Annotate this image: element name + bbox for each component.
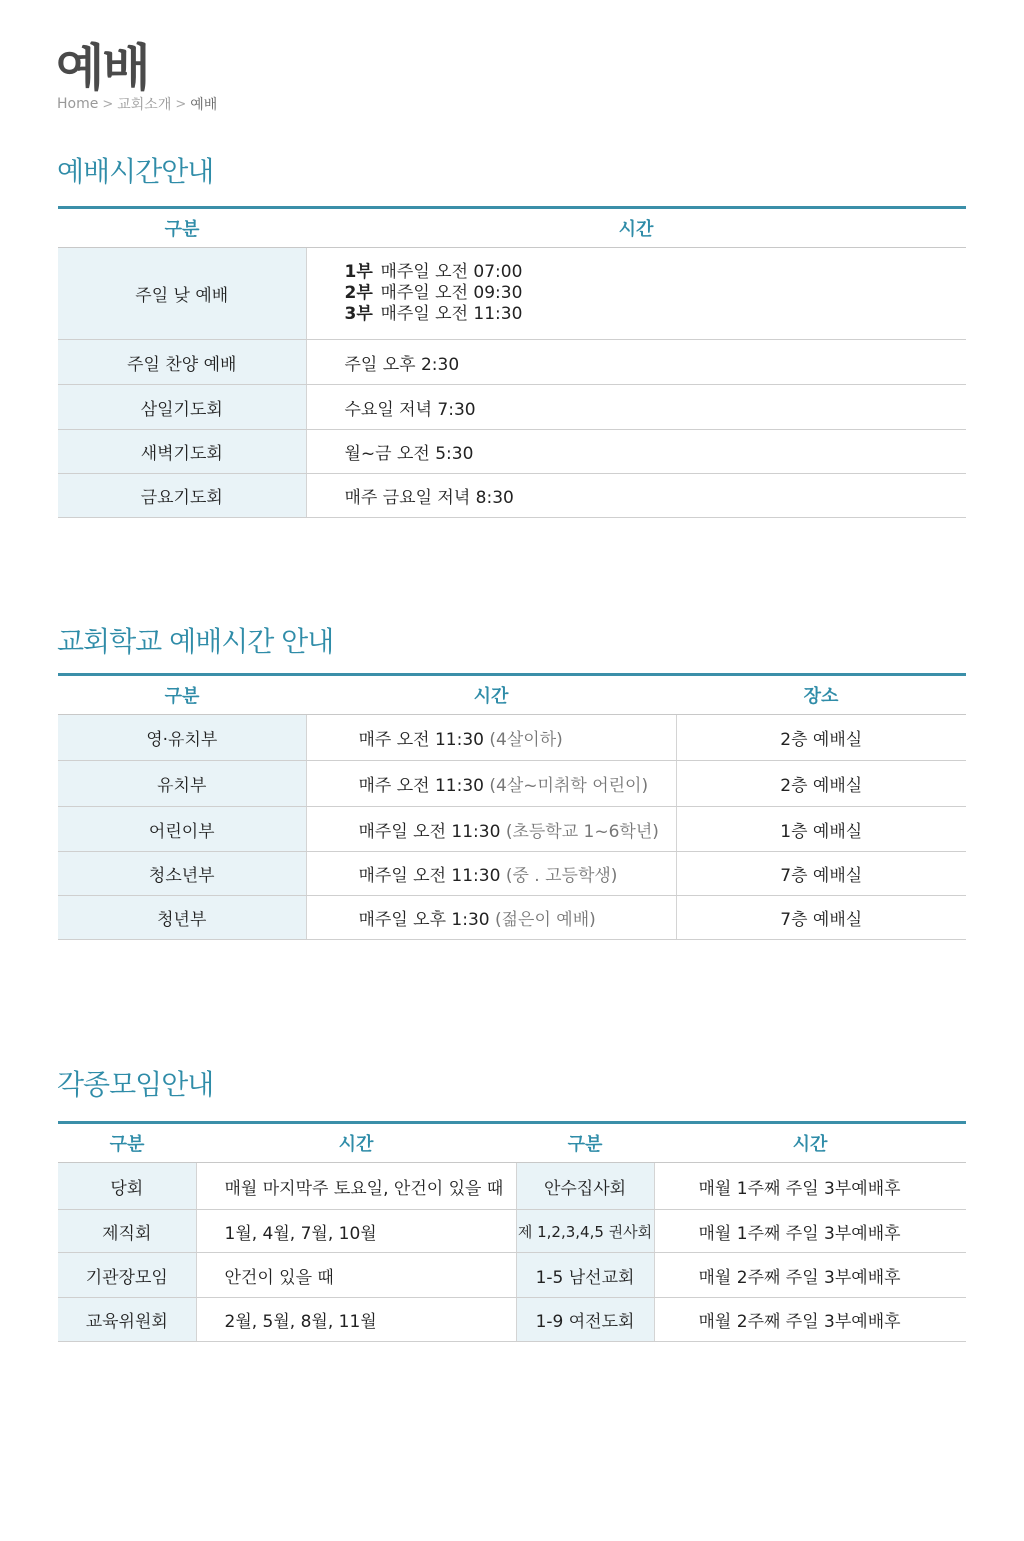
page-title: 예배 [56, 39, 149, 97]
row-time: 매월 1주째 주일 3부예배후 [654, 1163, 966, 1210]
row-place: 7층 예배실 [676, 852, 966, 896]
row-category: 어린이부 [58, 807, 306, 852]
row-time [306, 807, 676, 852]
row-time [306, 715, 676, 761]
time-text: 매주일 오전 11:30 [358, 866, 501, 886]
table-row [58, 248, 966, 340]
table-header-row [58, 1123, 966, 1163]
breadcrumb-church-intro[interactable]: 교회소개 [117, 97, 172, 113]
breadcrumb [57, 94, 217, 114]
row-category: 제 1,2,3,4,5 권사회 [516, 1210, 654, 1253]
row-category: 새벽기도회 [58, 430, 306, 474]
row-category: 당회 [58, 1163, 196, 1210]
row-place: 1층 예배실 [676, 807, 966, 852]
service-line [345, 304, 967, 325]
time-note: (초등학교 1~6학년) [505, 821, 659, 842]
table-row [58, 761, 966, 807]
row-category: 1-5 남선교회 [516, 1253, 654, 1298]
table-row [58, 385, 966, 430]
table-row [58, 1210, 966, 1253]
service-part: 2부 [344, 283, 373, 303]
row-time [306, 852, 676, 896]
service-time: 매주일 오전 11:30 [380, 304, 523, 324]
table-row [58, 896, 966, 940]
column-header: 구분 [58, 1123, 196, 1163]
meetings-section-title: 각종모임안내 [57, 1068, 214, 1101]
row-time: 매월 마지막주 토요일, 안건이 있을 때 [196, 1163, 516, 1210]
service-part: 3부 [344, 304, 373, 324]
row-time: 월~금 오전 5:30 [306, 430, 966, 474]
table-row [58, 1163, 966, 1210]
school-time-table [58, 673, 966, 940]
column-header: 장소 [676, 675, 966, 715]
row-category: 금요기도회 [58, 474, 306, 518]
worship-section-title: 예배시간안내 [57, 155, 214, 188]
row-time: 주일 오후 2:30 [306, 340, 966, 385]
worship-time-table [58, 206, 966, 518]
table-header-row [58, 208, 966, 248]
time-note: (4살이하) [489, 730, 563, 750]
row-category: 청소년부 [58, 852, 306, 896]
time-text: 매주일 오후 1:30 [358, 910, 490, 930]
row-time: 매월 1주째 주일 3부예배후 [654, 1210, 966, 1253]
table-row [58, 340, 966, 385]
row-place: 2층 예배실 [676, 715, 966, 761]
breadcrumb-current: 예배 [190, 97, 218, 113]
row-category: 1-9 여전도회 [516, 1298, 654, 1342]
column-header: 시간 [306, 675, 676, 715]
time-note: (중 . 고등학생) [505, 866, 618, 886]
school-section-title: 교회학교 예배시간 안내 [57, 625, 334, 658]
row-time: 1월, 4월, 7월, 10월 [196, 1210, 516, 1253]
column-header: 구분 [516, 1123, 654, 1163]
time-text: 매주일 오전 11:30 [358, 821, 501, 842]
row-category: 삼일기도회 [58, 385, 306, 430]
chevron-right-icon: > [175, 96, 187, 112]
time-text: 매주 오전 11:30 [358, 776, 484, 796]
table-row [58, 1298, 966, 1342]
row-category: 유치부 [58, 761, 306, 807]
table-row [58, 430, 966, 474]
time-note: (4살~미취학 어린이) [489, 776, 649, 796]
row-category: 제직회 [58, 1210, 196, 1253]
row-category: 교육위원회 [58, 1298, 196, 1342]
chevron-right-icon: > [102, 96, 114, 112]
time-note: (젊은이 예배) [495, 910, 596, 930]
breadcrumb-home[interactable]: Home [57, 96, 99, 112]
column-header: 구분 [58, 208, 306, 248]
column-header: 시간 [196, 1123, 516, 1163]
row-time: 매월 2주째 주일 3부예배후 [654, 1253, 966, 1298]
service-time: 매주일 오전 07:00 [380, 262, 523, 282]
row-time: 수요일 저녁 7:30 [306, 385, 966, 430]
meetings-table [58, 1121, 966, 1342]
column-header: 시간 [306, 208, 966, 248]
row-time [306, 896, 676, 940]
service-line [345, 283, 967, 304]
table-row [58, 715, 966, 761]
row-place: 2층 예배실 [676, 761, 966, 807]
row-category: 영·유치부 [58, 715, 306, 761]
sunday-services-cell [306, 248, 966, 340]
row-category: 청년부 [58, 896, 306, 940]
service-time: 매주일 오전 09:30 [380, 283, 523, 303]
table-row [58, 1253, 966, 1298]
row-category: 주일 낮 예배 [58, 248, 306, 340]
row-category: 주일 찬양 예배 [58, 340, 306, 385]
row-category: 기관장모임 [58, 1253, 196, 1298]
time-text: 매주 오전 11:30 [358, 730, 484, 750]
row-time: 매주 금요일 저녁 8:30 [306, 474, 966, 518]
service-line [345, 262, 967, 283]
row-time [306, 761, 676, 807]
table-row [58, 807, 966, 852]
row-category: 안수집사회 [516, 1163, 654, 1210]
row-time: 안건이 있을 때 [196, 1253, 516, 1298]
column-header: 시간 [654, 1123, 966, 1163]
table-row [58, 852, 966, 896]
table-header-row [58, 675, 966, 715]
row-place: 7층 예배실 [676, 896, 966, 940]
row-time: 매월 2주째 주일 3부예배후 [654, 1298, 966, 1342]
table-row [58, 474, 966, 518]
service-part: 1부 [344, 262, 373, 282]
column-header: 구분 [58, 675, 306, 715]
row-time: 2월, 5월, 8월, 11월 [196, 1298, 516, 1342]
